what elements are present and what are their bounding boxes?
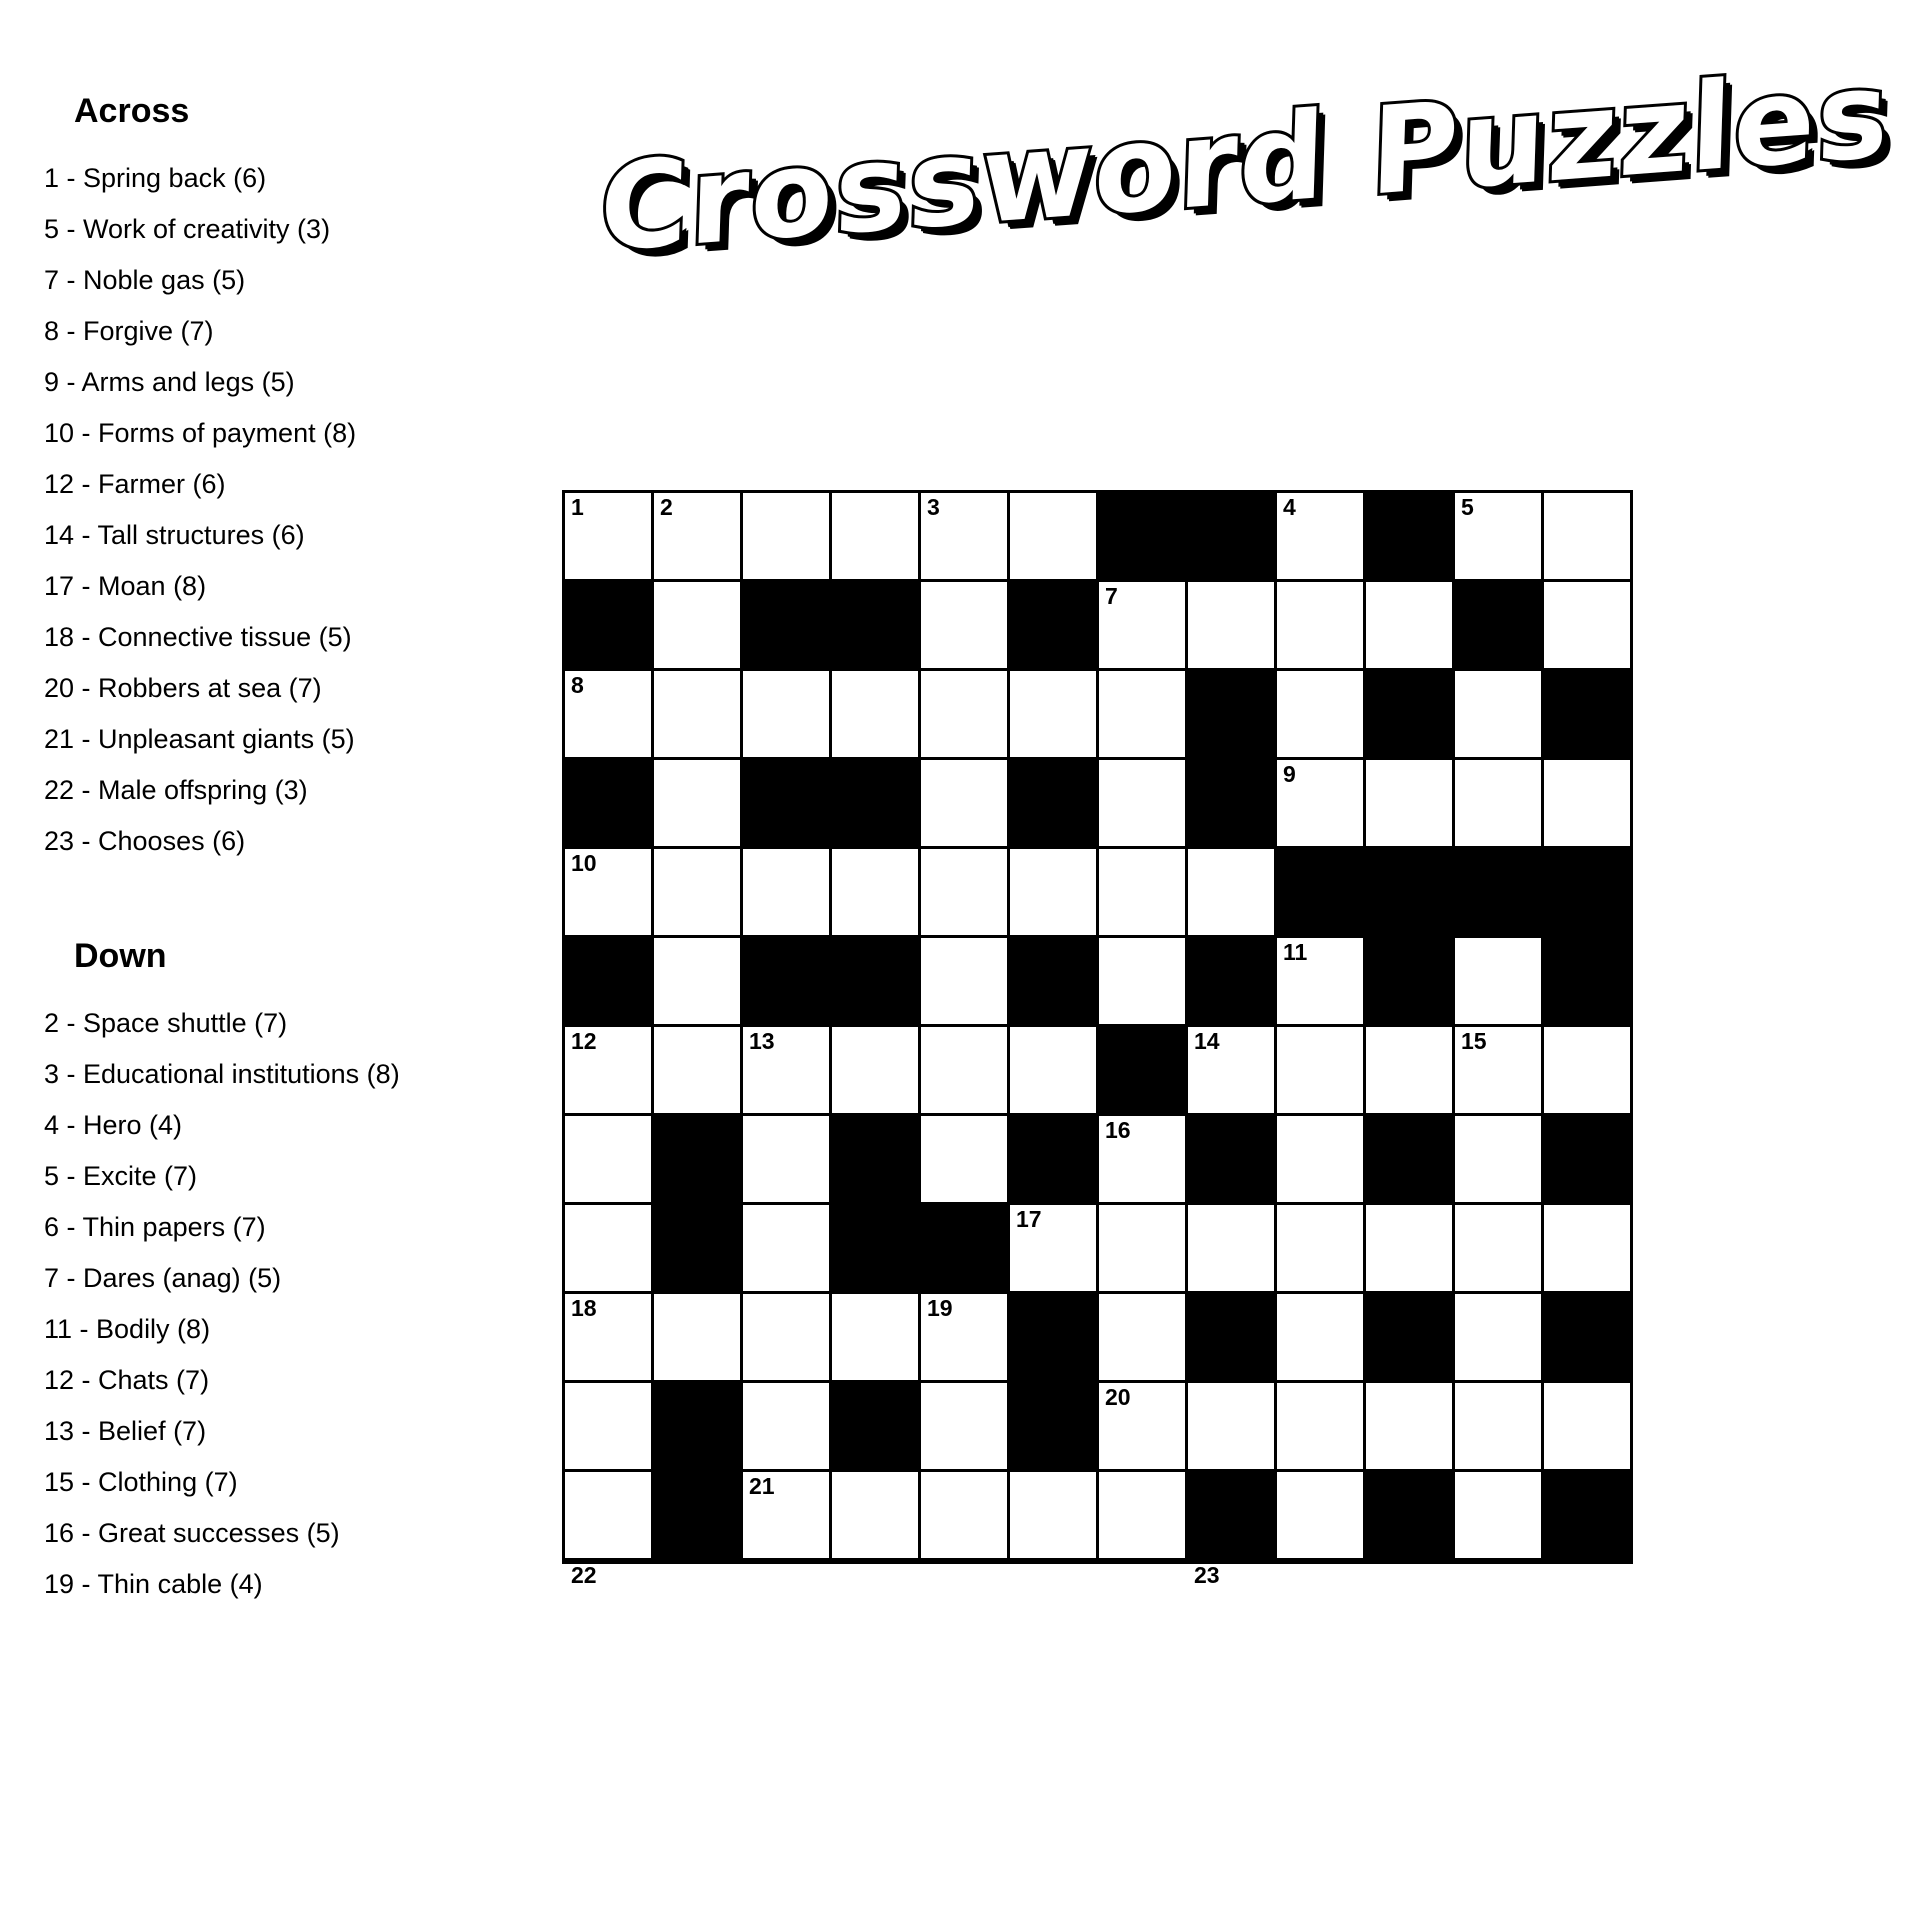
grid-cell[interactable] [921,1561,1010,1564]
grid-cell[interactable] [565,1116,654,1205]
grid-cell[interactable] [1455,493,1544,582]
grid-cell[interactable] [743,671,832,760]
grid-cell[interactable] [743,1383,832,1472]
grid-cell[interactable] [1455,1116,1544,1205]
grid-cell[interactable] [743,1294,832,1383]
cell-number: 10 [571,850,597,876]
grid-cell[interactable] [1277,1561,1366,1564]
page-title: Crossword Puzzles [597,44,1893,280]
grid-block-cell [1277,849,1366,938]
cell-number: 15 [1461,1028,1487,1054]
grid-block-cell [743,760,832,849]
cell-number: 4 [1283,494,1296,520]
clue-item[interactable]: 3 - Educational institutions (8) [44,1059,400,1089]
grid-block-cell [921,1205,1010,1294]
grid-block-cell [832,938,921,1027]
grid-cell[interactable] [1544,1205,1633,1294]
grid-cell[interactable] [565,1561,654,1588]
grid-cell[interactable] [1455,938,1544,1027]
clue-item[interactable]: 13 - Belief (7) [44,1416,207,1446]
grid-block-cell [1366,849,1455,938]
cell-number: 13 [749,1028,775,1054]
grid-cell[interactable] [1188,1027,1277,1116]
grid-cell[interactable] [654,493,743,582]
grid-block-cell [1455,849,1544,938]
grid-cell[interactable] [1099,1116,1188,1205]
grid-cell[interactable] [1277,1027,1366,1116]
grid-block-cell [743,582,832,671]
grid-cell[interactable] [565,493,654,582]
cell-number: 12 [571,1028,597,1054]
grid-block-cell [654,1205,743,1294]
cell-number: 11 [1283,939,1308,965]
grid-block-cell [1366,671,1455,760]
clue-item[interactable]: 11 - Bodily (8) [44,1314,211,1344]
cell-number: 14 [1194,1028,1220,1054]
clue-item[interactable]: 12 - Chats (7) [44,1365,210,1395]
grid-block-cell [1366,1294,1455,1383]
grid-block-cell [654,1116,743,1205]
grid-cell[interactable] [1544,760,1633,849]
grid-cell[interactable] [921,938,1010,1027]
grid-cell[interactable] [1455,671,1544,760]
grid-cell[interactable] [565,671,654,760]
clue-item[interactable]: 17 - Moan (8) [44,571,207,601]
grid-cell[interactable] [565,1205,654,1294]
down-section [44,937,544,1610]
grid-block-cell [1188,671,1277,760]
across-clue-list [44,153,544,867]
grid-block-cell [1544,938,1633,1027]
grid-block-cell [565,760,654,849]
grid-cell[interactable] [1455,1205,1544,1294]
grid-cell[interactable] [1099,760,1188,849]
grid-cell[interactable] [921,1116,1010,1205]
grid-cell[interactable] [1010,1205,1099,1294]
across-heading: Across [74,92,190,130]
grid-cell[interactable] [1277,1205,1366,1294]
clue-item[interactable]: 1 - Spring back (6) [44,163,267,193]
clue-item[interactable]: 19 - Thin cable (4) [44,1569,263,1599]
grid-block-cell [1544,671,1633,760]
clue-item[interactable]: 18 - Connective tissue (5) [44,622,352,652]
crossword-grid[interactable] [562,490,1633,1588]
cell-number: 9 [1283,761,1296,787]
grid-cell[interactable] [1544,493,1633,582]
cell-number: 20 [1105,1384,1131,1410]
grid-block-cell [832,582,921,671]
grid-cell[interactable] [921,493,1010,582]
grid-cell[interactable] [1188,1383,1277,1472]
cell-number: 3 [927,494,940,520]
cell-number: 23 [1194,1562,1220,1588]
cell-number: 17 [1016,1206,1042,1232]
grid-cell[interactable] [1366,1561,1455,1564]
grid-cell[interactable] [654,760,743,849]
clue-item[interactable]: 21 - Unpleasant giants (5) [44,724,355,754]
grid-cell[interactable] [743,493,832,582]
grid-cell[interactable] [832,671,921,760]
grid-block-cell [1188,1294,1277,1383]
grid-cell[interactable] [1277,1472,1366,1561]
grid-cell[interactable] [1099,938,1188,1027]
grid-block-cell [1544,1294,1633,1383]
clue-item[interactable]: 6 - Thin papers (7) [44,1212,266,1242]
grid-cell[interactable] [1188,1561,1277,1588]
grid-cell[interactable] [832,1027,921,1116]
clue-item[interactable]: 7 - Dares (anag) (5) [44,1263,282,1293]
grid-cell[interactable] [1455,1561,1544,1564]
grid-cell[interactable] [565,1383,654,1472]
grid-block-cell [654,1472,743,1561]
grid-block-cell [1188,938,1277,1027]
grid-cell[interactable] [832,1294,921,1383]
clue-item[interactable]: 8 - Forgive (7) [44,316,214,346]
clue-item[interactable]: 10 - Forms of payment (8) [44,418,357,448]
cell-number: 7 [1105,583,1118,609]
grid-cell[interactable] [832,849,921,938]
grid-block-cell [1366,938,1455,1027]
grid-block-cell [1010,760,1099,849]
grid-cell[interactable] [743,849,832,938]
grid-cell[interactable] [921,1294,1010,1383]
across-section [44,92,544,867]
grid-block-cell [1544,849,1633,938]
grid-cell[interactable] [832,1472,921,1561]
grid-cell[interactable] [1277,1383,1366,1472]
grid-block-cell [1010,1116,1099,1205]
grid-cell[interactable] [1544,1027,1633,1116]
grid-cell[interactable] [654,849,743,938]
clue-item[interactable]: 4 - Hero (4) [44,1110,183,1140]
grid-cell[interactable] [1277,1294,1366,1383]
grid-cell[interactable] [1277,938,1366,1027]
grid-block-cell [832,1561,921,1564]
grid-cell[interactable] [1455,760,1544,849]
clue-item[interactable]: 5 - Work of creativity (3) [44,214,331,244]
grid-block-cell [1188,493,1277,582]
grid-block-cell [832,1116,921,1205]
grid-cell[interactable] [1010,671,1099,760]
clues-panel [44,92,544,1610]
clue-item[interactable]: 20 - Robbers at sea (7) [44,673,322,703]
grid-cell[interactable] [1277,760,1366,849]
grid-cell[interactable] [743,1561,832,1564]
grid-cell[interactable] [743,1116,832,1205]
grid-cell[interactable] [1544,1561,1633,1564]
grid-block-cell [832,760,921,849]
grid-cell[interactable] [565,1472,654,1561]
grid-cell[interactable] [1277,493,1366,582]
cell-number: 19 [927,1295,953,1321]
clue-item[interactable]: 2 - Space shuttle (7) [44,1008,288,1038]
grid-cell[interactable] [654,671,743,760]
grid-block-cell [1188,760,1277,849]
grid-cell[interactable] [1010,1027,1099,1116]
clue-item[interactable]: 22 - Male offspring (3) [44,775,308,805]
grid-block-cell [832,1205,921,1294]
grid-cell[interactable] [1099,849,1188,938]
grid-block-cell [654,1383,743,1472]
grid-cell[interactable] [921,1383,1010,1472]
grid-cell[interactable] [1277,1116,1366,1205]
grid-block-cell [1366,493,1455,582]
grid-cell[interactable] [1455,1294,1544,1383]
grid-block-cell [832,1383,921,1472]
cell-number: 16 [1105,1117,1131,1143]
grid-cell[interactable] [921,671,1010,760]
grid-cell[interactable] [565,1294,654,1383]
grid-block-cell [1544,1472,1633,1561]
clue-item[interactable]: 16 - Great successes (5) [44,1518,340,1548]
cell-number: 8 [571,672,584,698]
grid-block-cell [565,582,654,671]
grid-cell[interactable] [1455,1472,1544,1561]
grid-cell[interactable] [921,1472,1010,1561]
grid-block-cell [1010,1383,1099,1472]
grid-cell[interactable] [1099,582,1188,671]
grid-cell[interactable] [1099,1294,1188,1383]
grid-cell[interactable] [743,1472,832,1561]
grid-cell[interactable] [1277,671,1366,760]
grid-cell[interactable] [1366,1205,1455,1294]
grid-cell[interactable] [1544,1383,1633,1472]
grid-cell[interactable] [1099,671,1188,760]
grid-cell[interactable] [921,849,1010,938]
cell-number: 5 [1461,494,1474,520]
grid-block-cell [1366,1472,1455,1561]
clue-item[interactable]: 12 - Farmer (6) [44,469,226,499]
clue-item[interactable]: 5 - Excite (7) [44,1161,198,1191]
cell-number: 22 [571,1562,597,1588]
grid-block-cell [1455,582,1544,671]
grid-cell[interactable] [1455,1383,1544,1472]
grid-cell[interactable] [1099,1472,1188,1561]
grid-block-cell [1099,493,1188,582]
grid-block-cell [1188,1472,1277,1561]
grid-cell[interactable] [1366,760,1455,849]
grid-cell[interactable] [1010,849,1099,938]
grid-cell[interactable] [565,849,654,938]
grid-cell[interactable] [1010,493,1099,582]
grid-cell[interactable] [1366,1383,1455,1472]
grid-block-cell [743,938,832,1027]
clue-item[interactable]: 15 - Clothing (7) [44,1467,238,1497]
cell-number: 1 [571,494,584,520]
grid-cell[interactable] [1366,1027,1455,1116]
grid-block-cell [1544,1116,1633,1205]
clue-item[interactable]: 23 - Chooses (6) [44,826,246,856]
grid-cell[interactable] [565,1027,654,1116]
grid-block-cell [1010,1294,1099,1383]
grid-cell[interactable] [654,938,743,1027]
grid-cell[interactable] [1188,849,1277,938]
grid-cell[interactable] [1010,1472,1099,1561]
grid-cell[interactable] [921,582,1010,671]
grid-block-cell [1099,1027,1188,1116]
grid-cell[interactable] [1455,1027,1544,1116]
grid-cell[interactable] [1544,582,1633,671]
clue-item[interactable]: 9 - Arms and legs (5) [44,367,295,397]
grid-block-cell [1010,582,1099,671]
title-banner [597,44,1893,370]
grid-cell[interactable] [1366,582,1455,671]
grid-cell[interactable] [1188,582,1277,671]
down-heading: Down [74,937,167,975]
grid-cell[interactable] [1099,1383,1188,1472]
grid-block-cell [1188,1116,1277,1205]
grid-block-cell [565,938,654,1027]
grid-cell[interactable] [743,1205,832,1294]
grid-block-cell [1099,1561,1188,1564]
grid-cell[interactable] [921,760,1010,849]
grid-cell[interactable] [832,493,921,582]
grid-cell[interactable] [743,1027,832,1116]
cell-number: 21 [749,1473,775,1499]
grid-block-cell [1010,938,1099,1027]
grid-cell[interactable] [1099,1205,1188,1294]
grid-cell[interactable] [654,582,743,671]
grid-block-cell [1010,1561,1099,1564]
clue-item[interactable]: 14 - Tall structures (6) [44,520,305,550]
grid-cell[interactable] [921,1027,1010,1116]
grid-cell[interactable] [654,1561,743,1564]
clue-item[interactable]: 7 - Noble gas (5) [44,265,246,295]
grid-cell[interactable] [1277,582,1366,671]
down-clue-list [44,998,544,1610]
grid-block-cell [1366,1116,1455,1205]
cell-number: 2 [660,494,673,520]
grid-cell[interactable] [1188,1205,1277,1294]
grid-cell[interactable] [654,1027,743,1116]
grid-cell[interactable] [654,1294,743,1383]
cell-number: 18 [571,1295,597,1321]
